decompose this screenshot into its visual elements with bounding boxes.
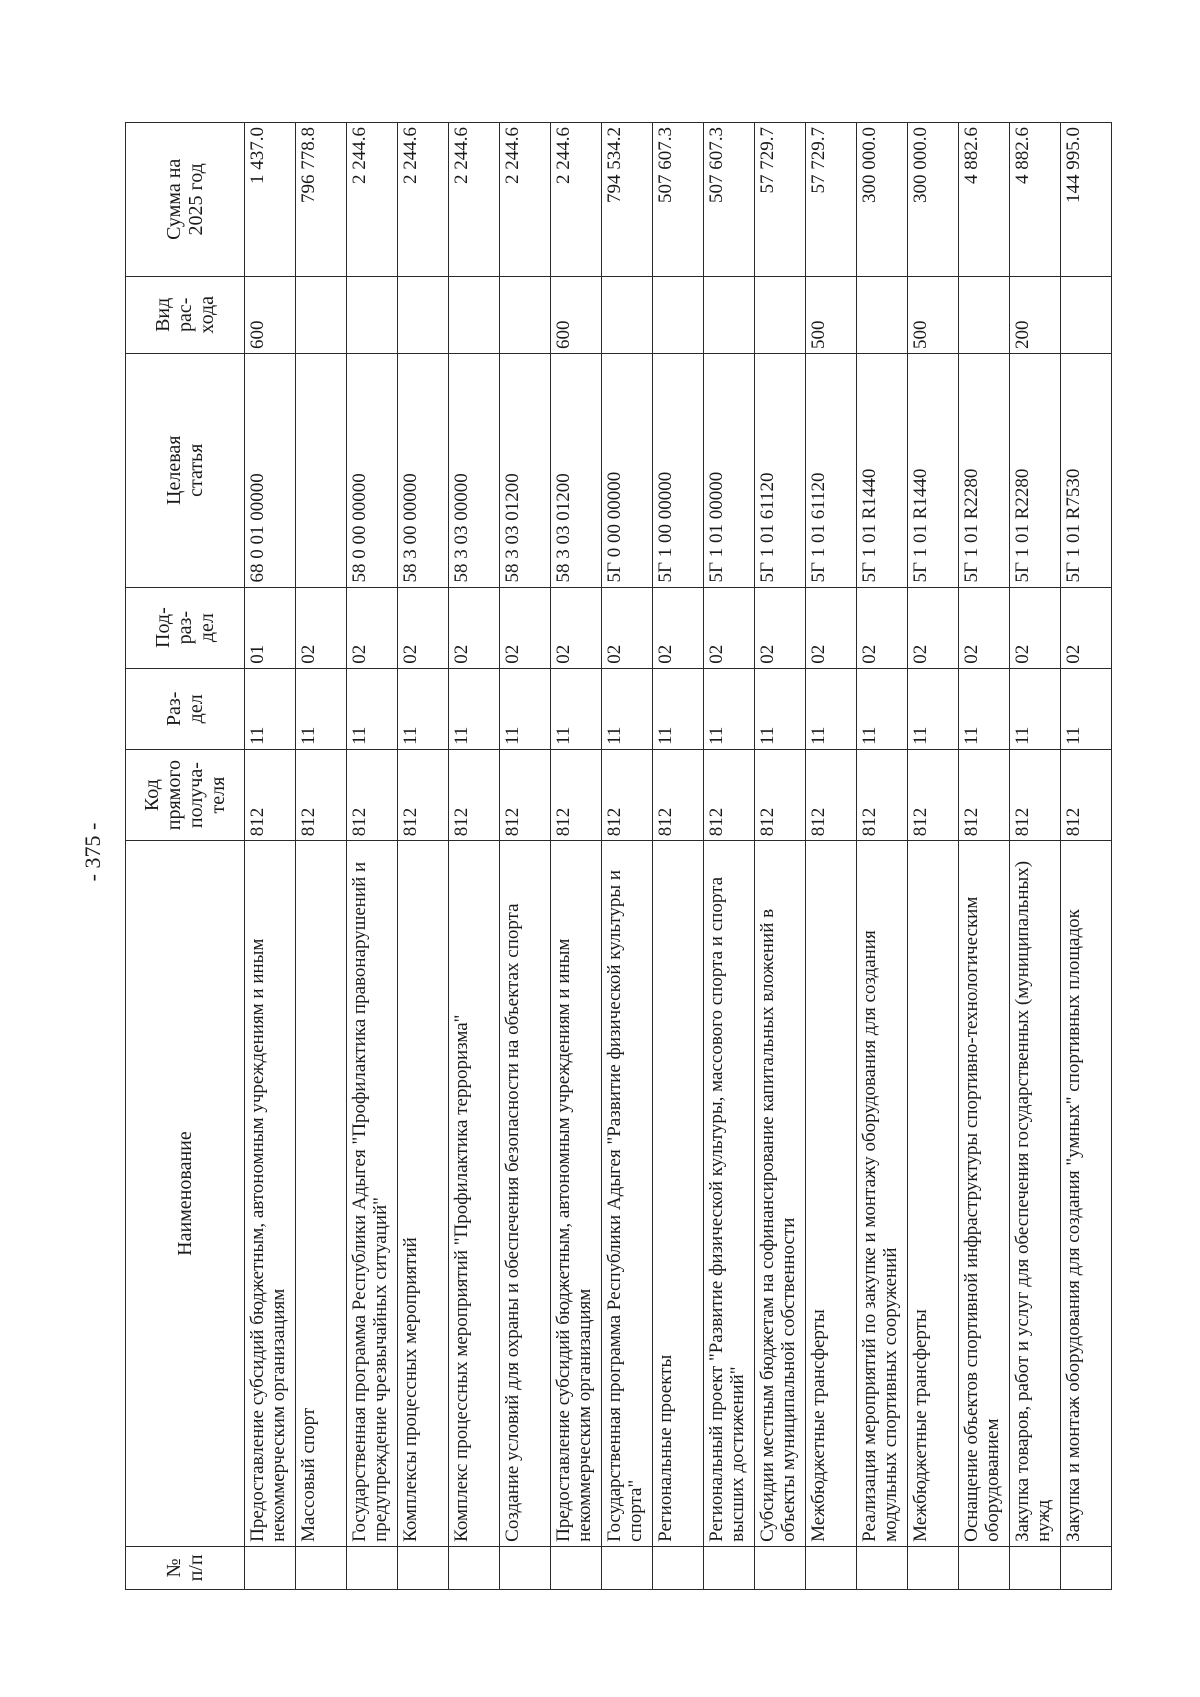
row-expense-type-cell xyxy=(704,276,755,353)
row-recipient-code-cell: 812 xyxy=(806,749,857,840)
table-row xyxy=(755,123,806,1590)
row-section-cell: 11 xyxy=(959,668,1010,749)
row-subsection-cell: 02 xyxy=(347,587,398,668)
row-expense-type-cell: 500 xyxy=(908,276,959,353)
row-expense-type-cell xyxy=(1061,276,1112,353)
row-number-cell xyxy=(806,1546,857,1589)
row-name-cell: Предоставление субсидий бюджетным, автономным учреждениям и иным некоммерческим организациям xyxy=(245,841,296,1547)
row-expense-type-cell xyxy=(347,276,398,353)
row-target-article-cell xyxy=(296,354,347,588)
row-expense-type-cell xyxy=(449,276,500,353)
row-recipient-code-cell: 812 xyxy=(755,749,806,840)
row-amount-cell: 2 244.6 xyxy=(500,123,551,277)
header-amount-2025: Сумма на 2025 год xyxy=(126,123,245,277)
row-recipient-code-cell: 812 xyxy=(398,749,449,840)
row-number-cell xyxy=(755,1546,806,1589)
row-expense-type-cell: 500 xyxy=(806,276,857,353)
row-section-cell: 11 xyxy=(296,668,347,749)
row-subsection-cell: 02 xyxy=(704,587,755,668)
row-subsection-cell: 02 xyxy=(806,587,857,668)
row-expense-type-cell: 600 xyxy=(245,276,296,353)
table-row xyxy=(1010,123,1061,1590)
row-subsection-cell: 02 xyxy=(551,587,602,668)
row-expense-type-cell xyxy=(398,276,449,353)
row-name-cell: Закупка товаров, работ и услуг для обеспечения государственных (муниципальных) нужд xyxy=(1010,841,1061,1547)
table-row xyxy=(500,123,551,1590)
row-target-article-cell: 58 3 03 01200 xyxy=(500,354,551,588)
table-header-row xyxy=(126,123,245,1590)
row-section-cell: 11 xyxy=(551,668,602,749)
table-row xyxy=(704,123,755,1590)
row-subsection-cell: 01 xyxy=(245,587,296,668)
row-amount-cell: 300 000.0 xyxy=(908,123,959,277)
row-target-article-cell: 5Г 1 01 00000 xyxy=(704,354,755,588)
row-recipient-code-cell: 812 xyxy=(959,749,1010,840)
row-number-cell xyxy=(857,1546,908,1589)
row-number-cell xyxy=(500,1546,551,1589)
row-subsection-cell: 02 xyxy=(959,587,1010,668)
table-row xyxy=(551,123,602,1590)
table-row xyxy=(653,123,704,1590)
row-target-article-cell: 58 3 00 00000 xyxy=(398,354,449,588)
header-expense-type: Вид рас- хода xyxy=(126,276,245,353)
row-name-cell: Региональный проект "Развитие физической культуры, массового спорта и спорта высших достижений" xyxy=(704,841,755,1547)
row-amount-cell: 144 995.0 xyxy=(1061,123,1112,277)
row-name-cell: Региональные проекты xyxy=(653,841,704,1547)
row-amount-cell: 507 607.3 xyxy=(653,123,704,277)
row-number-cell xyxy=(245,1546,296,1589)
table-row xyxy=(296,123,347,1590)
row-target-article-cell: 68 0 01 00000 xyxy=(245,354,296,588)
table-row xyxy=(602,123,653,1590)
row-subsection-cell: 02 xyxy=(602,587,653,668)
row-name-cell: Реализация мероприятий по закупке и монтажу оборудования для создания модульных спортивных сооружений xyxy=(857,841,908,1547)
row-amount-cell: 4 882.6 xyxy=(959,123,1010,277)
header-recipient-code: Код прямого получа- теля xyxy=(126,749,245,840)
row-name-cell: Субсидии местным бюджетам на софинансирование капитальных вложений в объекты муниципальной собственности xyxy=(755,841,806,1547)
row-expense-type-cell xyxy=(959,276,1010,353)
row-amount-cell: 794 534.2 xyxy=(602,123,653,277)
row-name-cell: Государственная программа Республики Адыгея "Профилактика правонарушений и предупреждение чрезвычайных ситуаций" xyxy=(347,841,398,1547)
row-number-cell xyxy=(449,1546,500,1589)
header-name: Наименование xyxy=(126,841,245,1547)
row-number-cell xyxy=(1061,1546,1112,1589)
row-recipient-code-cell: 812 xyxy=(245,749,296,840)
row-target-article-cell: 58 0 00 00000 xyxy=(347,354,398,588)
row-target-article-cell: 5Г 1 01 R1440 xyxy=(908,354,959,588)
row-amount-cell: 57 729.7 xyxy=(806,123,857,277)
row-section-cell: 11 xyxy=(398,668,449,749)
row-amount-cell: 2 244.6 xyxy=(449,123,500,277)
budget-table xyxy=(125,122,1112,1590)
row-number-cell xyxy=(959,1546,1010,1589)
row-name-cell: Закупка и монтаж оборудования для создания "умных" спортивных площадок xyxy=(1061,841,1112,1547)
row-section-cell: 11 xyxy=(806,668,857,749)
row-recipient-code-cell: 812 xyxy=(449,749,500,840)
row-name-cell: Межбюджетные трансферты xyxy=(908,841,959,1547)
row-amount-cell: 4 882.6 xyxy=(1010,123,1061,277)
row-expense-type-cell xyxy=(857,276,908,353)
row-subsection-cell: 02 xyxy=(398,587,449,668)
row-section-cell: 11 xyxy=(500,668,551,749)
row-number-cell xyxy=(398,1546,449,1589)
row-name-cell: Предоставление субсидий бюджетным, автономным учреждениям и иным некоммерческим организациям xyxy=(551,841,602,1547)
row-name-cell: Создание условий для охраны и обеспечения безопасности на объектах спорта xyxy=(500,841,551,1547)
row-name-cell: Межбюджетные трансферты xyxy=(806,841,857,1547)
row-number-cell xyxy=(602,1546,653,1589)
row-target-article-cell: 5Г 1 01 R2280 xyxy=(1010,354,1061,588)
row-subsection-cell: 02 xyxy=(755,587,806,668)
row-amount-cell: 300 000.0 xyxy=(857,123,908,277)
row-subsection-cell: 02 xyxy=(908,587,959,668)
row-section-cell: 11 xyxy=(347,668,398,749)
row-subsection-cell: 02 xyxy=(1010,587,1061,668)
row-target-article-cell: 58 3 03 00000 xyxy=(449,354,500,588)
row-expense-type-cell xyxy=(296,276,347,353)
row-section-cell: 11 xyxy=(449,668,500,749)
row-target-article-cell: 58 3 03 01200 xyxy=(551,354,602,588)
table-row xyxy=(245,123,296,1590)
row-recipient-code-cell: 812 xyxy=(551,749,602,840)
row-name-cell: Комплексы процессных мероприятий xyxy=(398,841,449,1547)
row-amount-cell: 507 607.3 xyxy=(704,123,755,277)
row-subsection-cell: 02 xyxy=(1061,587,1112,668)
row-recipient-code-cell: 812 xyxy=(857,749,908,840)
row-section-cell: 11 xyxy=(602,668,653,749)
table-body xyxy=(245,123,1112,1590)
row-number-cell xyxy=(1010,1546,1061,1589)
table-row xyxy=(1061,123,1112,1590)
row-number-cell xyxy=(347,1546,398,1589)
table-row xyxy=(347,123,398,1590)
row-expense-type-cell: 200 xyxy=(1010,276,1061,353)
page-number: - 375 - xyxy=(80,822,105,882)
row-target-article-cell: 5Г 0 00 00000 xyxy=(602,354,653,588)
row-recipient-code-cell: 812 xyxy=(602,749,653,840)
row-name-cell: Оснащение объектов спортивной инфраструктуры спортивно-технологическим оборудованием xyxy=(959,841,1010,1547)
row-recipient-code-cell: 812 xyxy=(347,749,398,840)
row-number-cell xyxy=(551,1546,602,1589)
row-recipient-code-cell: 812 xyxy=(296,749,347,840)
row-section-cell: 11 xyxy=(755,668,806,749)
row-amount-cell: 1 437.0 xyxy=(245,123,296,277)
row-recipient-code-cell: 812 xyxy=(1061,749,1112,840)
row-name-cell: Комплекс процессных мероприятий "Профилактика терроризма" xyxy=(449,841,500,1547)
row-target-article-cell: 5Г 1 01 61120 xyxy=(806,354,857,588)
table-row xyxy=(806,123,857,1590)
row-target-article-cell: 5Г 1 01 R1440 xyxy=(857,354,908,588)
row-recipient-code-cell: 812 xyxy=(1010,749,1061,840)
row-recipient-code-cell: 812 xyxy=(908,749,959,840)
row-number-cell xyxy=(704,1546,755,1589)
header-num: № п/п xyxy=(126,1546,245,1589)
row-expense-type-cell xyxy=(602,276,653,353)
row-target-article-cell: 5Г 1 01 R7530 xyxy=(1061,354,1112,588)
row-recipient-code-cell: 812 xyxy=(500,749,551,840)
row-expense-type-cell: 600 xyxy=(551,276,602,353)
row-section-cell: 11 xyxy=(1061,668,1112,749)
row-target-article-cell: 5Г 1 00 00000 xyxy=(653,354,704,588)
table-row xyxy=(959,123,1010,1590)
row-amount-cell: 2 244.6 xyxy=(347,123,398,277)
table-row xyxy=(449,123,500,1590)
row-amount-cell: 57 729.7 xyxy=(755,123,806,277)
row-amount-cell: 796 778.8 xyxy=(296,123,347,277)
row-amount-cell: 2 244.6 xyxy=(398,123,449,277)
row-name-cell: Массовый спорт xyxy=(296,841,347,1547)
row-number-cell xyxy=(296,1546,347,1589)
row-number-cell xyxy=(653,1546,704,1589)
table-row xyxy=(908,123,959,1590)
row-recipient-code-cell: 812 xyxy=(653,749,704,840)
row-expense-type-cell xyxy=(653,276,704,353)
row-subsection-cell: 02 xyxy=(500,587,551,668)
row-section-cell: 11 xyxy=(653,668,704,749)
row-expense-type-cell xyxy=(755,276,806,353)
header-section: Раз- дел xyxy=(126,668,245,749)
row-recipient-code-cell: 812 xyxy=(704,749,755,840)
header-subsection: Под- раз- дел xyxy=(126,587,245,668)
row-name-cell: Государственная программа Республики Адыгея "Развитие физической культуры и спорта" xyxy=(602,841,653,1547)
row-number-cell xyxy=(908,1546,959,1589)
row-section-cell: 11 xyxy=(704,668,755,749)
row-subsection-cell: 02 xyxy=(857,587,908,668)
row-section-cell: 11 xyxy=(908,668,959,749)
table-row xyxy=(857,123,908,1590)
row-subsection-cell: 02 xyxy=(449,587,500,668)
table-row xyxy=(398,123,449,1590)
row-target-article-cell: 5Г 1 01 61120 xyxy=(755,354,806,588)
row-section-cell: 11 xyxy=(857,668,908,749)
row-section-cell: 11 xyxy=(245,668,296,749)
row-target-article-cell: 5Г 1 01 R2280 xyxy=(959,354,1010,588)
row-amount-cell: 2 244.6 xyxy=(551,123,602,277)
row-subsection-cell: 02 xyxy=(653,587,704,668)
header-target-article: Целевая статья xyxy=(126,354,245,588)
row-subsection-cell: 02 xyxy=(296,587,347,668)
row-expense-type-cell xyxy=(500,276,551,353)
row-section-cell: 11 xyxy=(1010,668,1061,749)
